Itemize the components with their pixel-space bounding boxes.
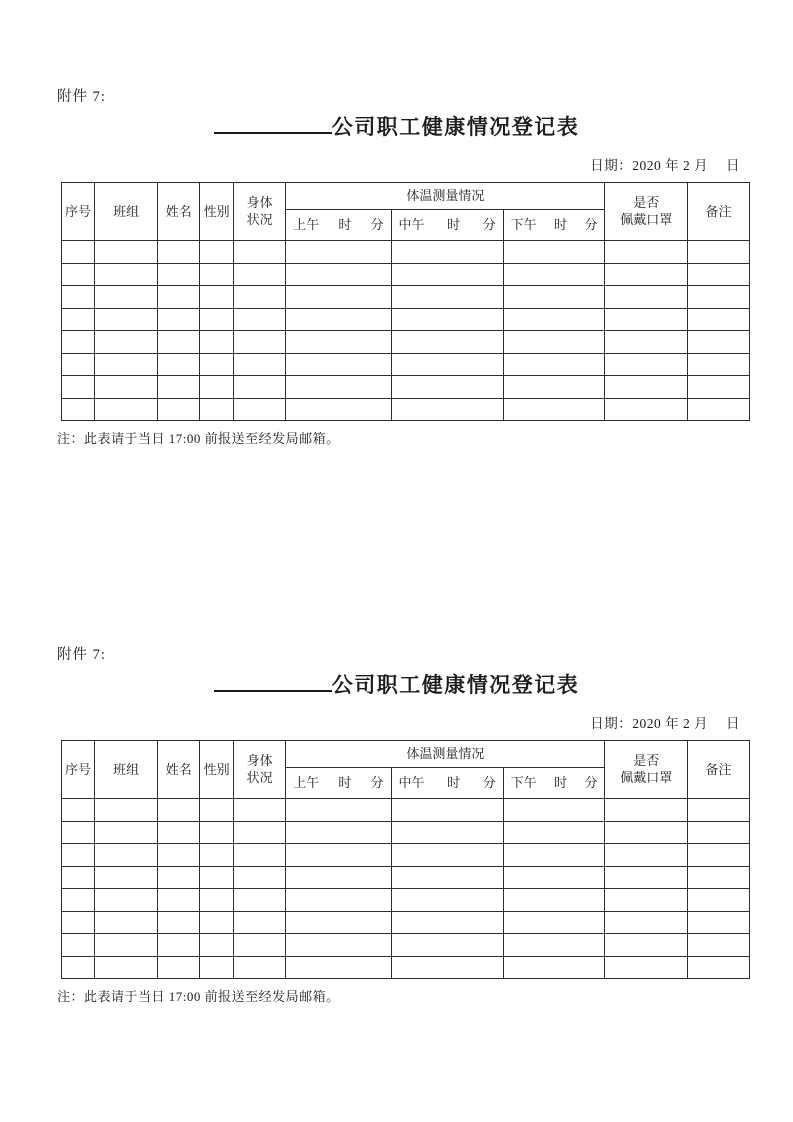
table-row xyxy=(62,263,750,286)
header-physical-condition: 身体 状况 xyxy=(233,183,285,241)
empty-cell xyxy=(286,866,391,889)
empty-cell xyxy=(200,866,234,889)
header-seq: 序号 xyxy=(62,183,95,241)
empty-cell xyxy=(95,376,158,399)
table-row xyxy=(62,241,750,264)
date-line: 日期：2020 年 2 月 日 xyxy=(590,158,740,173)
header-team: 班组 xyxy=(95,741,158,799)
empty-cell xyxy=(62,241,95,264)
empty-cell xyxy=(200,398,234,421)
empty-cell xyxy=(605,799,688,822)
table-row xyxy=(62,398,750,421)
empty-cell xyxy=(391,241,503,264)
table-row xyxy=(62,799,750,822)
empty-cell xyxy=(200,308,234,331)
empty-cell xyxy=(95,866,158,889)
table-row xyxy=(62,308,750,331)
empty-cell xyxy=(62,376,95,399)
empty-cell xyxy=(233,398,285,421)
empty-cell xyxy=(286,331,391,354)
empty-cell xyxy=(391,286,503,309)
empty-cell xyxy=(503,911,605,934)
empty-cell xyxy=(391,799,503,822)
empty-cell xyxy=(95,308,158,331)
empty-cell xyxy=(233,263,285,286)
empty-cell xyxy=(158,799,200,822)
empty-cell xyxy=(286,376,391,399)
empty-cell xyxy=(286,889,391,912)
empty-cell xyxy=(233,956,285,979)
empty-cell xyxy=(233,331,285,354)
empty-cell xyxy=(605,331,688,354)
empty-cell xyxy=(605,353,688,376)
empty-cell xyxy=(158,263,200,286)
empty-cell xyxy=(688,241,750,264)
empty-cell xyxy=(200,799,234,822)
attachment-label: 附件 7: xyxy=(57,89,106,105)
empty-cell xyxy=(391,376,503,399)
empty-cell xyxy=(605,398,688,421)
empty-cell xyxy=(503,353,605,376)
empty-cell xyxy=(605,286,688,309)
empty-cell xyxy=(233,821,285,844)
header-mask: 是否 佩戴口罩 xyxy=(605,183,688,241)
empty-cell xyxy=(158,286,200,309)
empty-cell xyxy=(200,353,234,376)
empty-cell xyxy=(200,376,234,399)
title-text: 公司职工健康情况登记表 xyxy=(331,674,580,697)
empty-cell xyxy=(158,821,200,844)
empty-cell xyxy=(286,241,391,264)
title-blank-underline xyxy=(214,115,332,134)
empty-cell xyxy=(391,263,503,286)
empty-cell xyxy=(688,821,750,844)
empty-cell xyxy=(688,866,750,889)
empty-cell xyxy=(286,799,391,822)
header-morning-time: 上午 时 分 xyxy=(286,768,391,799)
empty-cell xyxy=(503,286,605,309)
empty-cell xyxy=(688,263,750,286)
empty-cell xyxy=(286,286,391,309)
empty-cell xyxy=(605,934,688,957)
date-line: 日期：2020 年 2 月 日 xyxy=(590,716,740,731)
empty-cell xyxy=(95,844,158,867)
header-temperature-group: 体温测量情况 xyxy=(286,741,605,768)
empty-cell xyxy=(233,308,285,331)
empty-cell xyxy=(95,821,158,844)
table-row xyxy=(62,889,750,912)
empty-cell xyxy=(688,331,750,354)
empty-cell xyxy=(688,934,750,957)
empty-cell xyxy=(158,911,200,934)
empty-cell xyxy=(62,956,95,979)
empty-cell xyxy=(605,911,688,934)
empty-cell xyxy=(233,911,285,934)
empty-cell xyxy=(503,308,605,331)
empty-cell xyxy=(286,308,391,331)
empty-cell xyxy=(391,889,503,912)
empty-cell xyxy=(286,398,391,421)
empty-cell xyxy=(605,308,688,331)
empty-cell xyxy=(233,376,285,399)
empty-cell xyxy=(286,821,391,844)
empty-cell xyxy=(233,866,285,889)
empty-cell xyxy=(503,934,605,957)
empty-cell xyxy=(158,934,200,957)
empty-cell xyxy=(391,934,503,957)
empty-cell xyxy=(503,263,605,286)
empty-cell xyxy=(158,956,200,979)
empty-cell xyxy=(605,263,688,286)
empty-cell xyxy=(233,889,285,912)
empty-cell xyxy=(503,866,605,889)
header-seq: 序号 xyxy=(62,741,95,799)
empty-cell xyxy=(503,241,605,264)
empty-cell xyxy=(95,286,158,309)
empty-cell xyxy=(503,956,605,979)
footnote: 注：此表请于当日 17:00 前报送至经发局邮箱。 xyxy=(57,431,340,446)
empty-cell xyxy=(503,799,605,822)
table-row xyxy=(62,866,750,889)
empty-cell xyxy=(503,844,605,867)
empty-cell xyxy=(200,331,234,354)
empty-cell xyxy=(391,821,503,844)
empty-cell xyxy=(95,956,158,979)
empty-cell xyxy=(688,398,750,421)
empty-cell xyxy=(62,844,95,867)
form-section-1 xyxy=(0,85,793,465)
empty-cell xyxy=(286,263,391,286)
empty-cell xyxy=(688,889,750,912)
empty-cell xyxy=(200,241,234,264)
empty-cell xyxy=(200,889,234,912)
empty-cell xyxy=(605,844,688,867)
empty-cell xyxy=(605,956,688,979)
header-physical-condition: 身体 状况 xyxy=(233,741,285,799)
empty-cell xyxy=(688,956,750,979)
empty-cell xyxy=(62,889,95,912)
empty-cell xyxy=(503,376,605,399)
table-row xyxy=(62,376,750,399)
empty-cell xyxy=(62,799,95,822)
empty-cell xyxy=(605,889,688,912)
empty-cell xyxy=(391,866,503,889)
empty-cell xyxy=(158,331,200,354)
form-title xyxy=(0,111,793,141)
empty-cell xyxy=(95,934,158,957)
attachment-label: 附件 7: xyxy=(57,647,106,663)
empty-cell xyxy=(95,911,158,934)
header-gender: 性别 xyxy=(200,741,234,799)
empty-cell xyxy=(688,844,750,867)
empty-cell xyxy=(158,889,200,912)
header-mask: 是否 佩戴口罩 xyxy=(605,741,688,799)
empty-cell xyxy=(200,263,234,286)
table-row xyxy=(62,286,750,309)
empty-cell xyxy=(158,376,200,399)
empty-cell xyxy=(286,353,391,376)
empty-cell xyxy=(605,241,688,264)
header-name: 姓名 xyxy=(158,741,200,799)
empty-cell xyxy=(503,331,605,354)
header-afternoon-time: 下午 时 分 xyxy=(503,768,605,799)
empty-cell xyxy=(233,241,285,264)
empty-cell xyxy=(200,934,234,957)
empty-cell xyxy=(62,821,95,844)
title-text: 公司职工健康情况登记表 xyxy=(331,116,580,139)
empty-cell xyxy=(62,934,95,957)
empty-cell xyxy=(503,821,605,844)
empty-cell xyxy=(286,934,391,957)
empty-cell xyxy=(158,398,200,421)
form-section-2 xyxy=(0,643,793,1023)
empty-cell xyxy=(286,911,391,934)
empty-cell xyxy=(200,911,234,934)
header-name: 姓名 xyxy=(158,183,200,241)
empty-cell xyxy=(391,911,503,934)
empty-cell xyxy=(233,844,285,867)
empty-cell xyxy=(688,799,750,822)
header-afternoon-time: 下午 时 分 xyxy=(503,210,605,241)
health-register-table xyxy=(61,740,750,979)
empty-cell xyxy=(62,263,95,286)
empty-cell xyxy=(688,286,750,309)
empty-cell xyxy=(503,398,605,421)
empty-cell xyxy=(95,889,158,912)
table-row xyxy=(62,911,750,934)
table-row xyxy=(62,844,750,867)
header-noon-time: 中午 时 分 xyxy=(391,210,503,241)
header-remarks: 备注 xyxy=(688,741,750,799)
form-title xyxy=(0,669,793,699)
empty-cell xyxy=(503,889,605,912)
empty-cell xyxy=(95,353,158,376)
empty-cell xyxy=(62,286,95,309)
empty-cell xyxy=(605,866,688,889)
empty-cell xyxy=(158,241,200,264)
empty-cell xyxy=(688,353,750,376)
empty-cell xyxy=(233,934,285,957)
empty-cell xyxy=(200,286,234,309)
empty-cell xyxy=(95,398,158,421)
header-gender: 性别 xyxy=(200,183,234,241)
header-team: 班组 xyxy=(95,183,158,241)
header-noon-time: 中午 时 分 xyxy=(391,768,503,799)
empty-cell xyxy=(605,821,688,844)
table-row xyxy=(62,353,750,376)
table-row xyxy=(62,821,750,844)
empty-cell xyxy=(62,911,95,934)
empty-cell xyxy=(286,956,391,979)
empty-cell xyxy=(200,821,234,844)
empty-cell xyxy=(688,308,750,331)
empty-cell xyxy=(95,241,158,264)
empty-cell xyxy=(391,398,503,421)
empty-cell xyxy=(200,956,234,979)
empty-cell xyxy=(233,799,285,822)
empty-cell xyxy=(95,331,158,354)
empty-cell xyxy=(62,866,95,889)
empty-cell xyxy=(391,956,503,979)
empty-cell xyxy=(286,844,391,867)
table-row xyxy=(62,331,750,354)
empty-cell xyxy=(391,844,503,867)
empty-cell xyxy=(605,376,688,399)
empty-cell xyxy=(233,286,285,309)
empty-cell xyxy=(158,866,200,889)
empty-cell xyxy=(95,263,158,286)
empty-cell xyxy=(158,844,200,867)
empty-cell xyxy=(391,331,503,354)
empty-cell xyxy=(200,844,234,867)
empty-cell xyxy=(158,353,200,376)
header-temperature-group: 体温测量情况 xyxy=(286,183,605,210)
empty-cell xyxy=(95,799,158,822)
table-row xyxy=(62,956,750,979)
empty-cell xyxy=(233,353,285,376)
empty-cell xyxy=(62,398,95,421)
empty-cell xyxy=(391,308,503,331)
table-row xyxy=(62,934,750,957)
empty-cell xyxy=(158,308,200,331)
empty-cell xyxy=(62,308,95,331)
header-morning-time: 上午 时 分 xyxy=(286,210,391,241)
empty-cell xyxy=(688,911,750,934)
empty-cell xyxy=(688,376,750,399)
empty-cell xyxy=(62,353,95,376)
footnote: 注：此表请于当日 17:00 前报送至经发局邮箱。 xyxy=(57,989,340,1004)
title-blank-underline xyxy=(214,673,332,692)
empty-cell xyxy=(62,331,95,354)
header-remarks: 备注 xyxy=(688,183,750,241)
health-register-table xyxy=(61,182,750,421)
empty-cell xyxy=(391,353,503,376)
